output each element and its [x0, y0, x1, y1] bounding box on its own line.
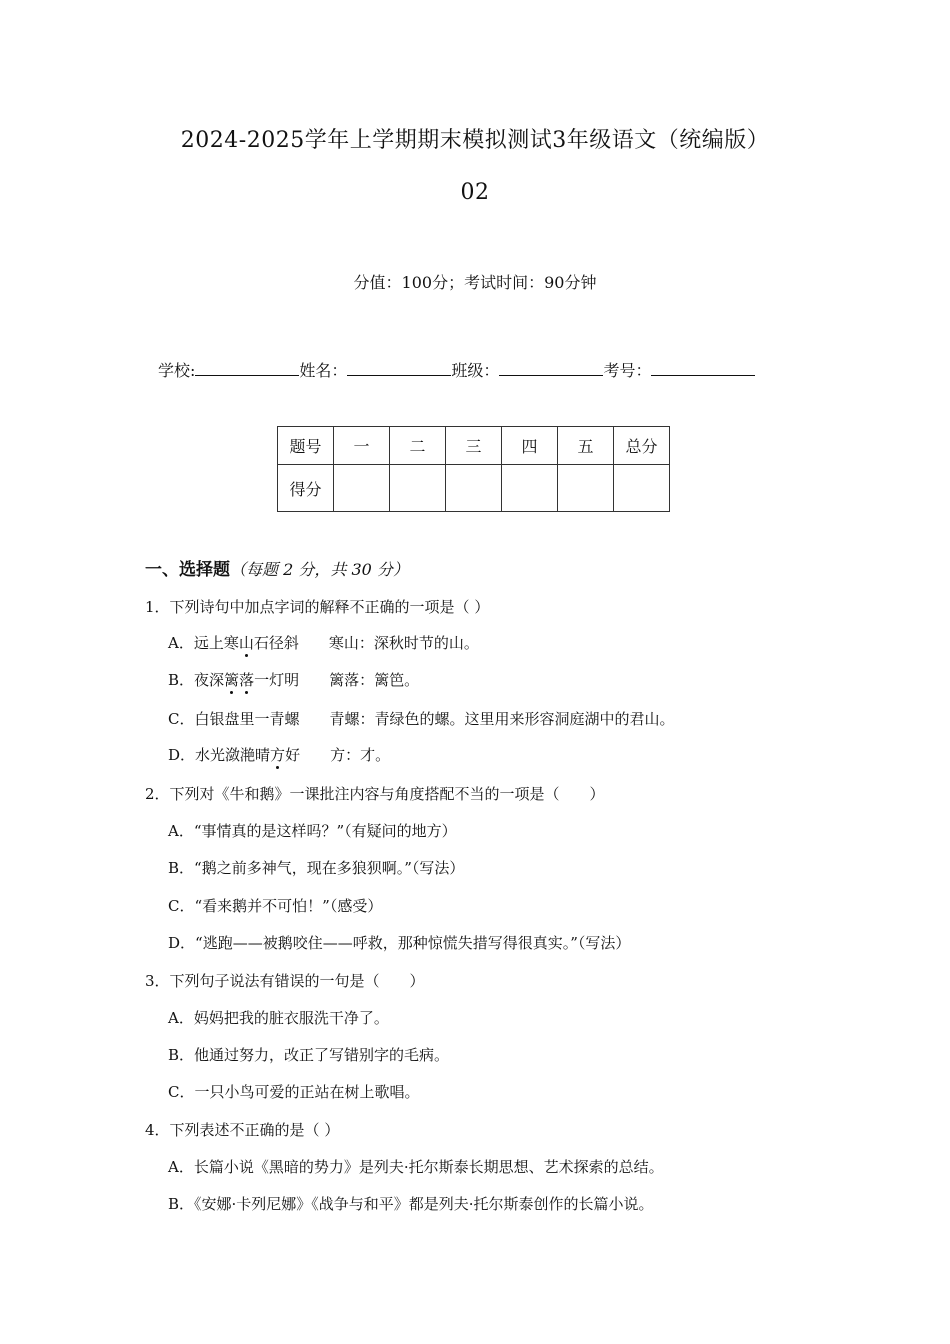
score-cell-header: 四 — [502, 427, 558, 465]
name-label: 姓名： — [299, 361, 348, 380]
student-info-fields — [158, 360, 858, 382]
exam-no-blank[interactable] — [651, 361, 755, 376]
option-explanation: 青螺：青绿色的螺。这里用来形容洞庭湖中的君山。 — [329, 710, 675, 728]
score-cell-header: 一 — [334, 427, 390, 465]
option-c[interactable]: C．一只小鸟可爱的正站在树上歌唱。 — [168, 1083, 420, 1101]
score-cell-header: 三 — [446, 427, 502, 465]
score-cell-empty[interactable] — [614, 465, 670, 512]
score-table-header-row — [278, 427, 670, 465]
section-heading — [145, 558, 409, 582]
option-b[interactable] — [168, 669, 419, 691]
option-c[interactable]: C．“看来鹅并不可怕！”（感受） — [168, 897, 383, 915]
option-a[interactable]: A．妈妈把我的脏衣服洗干净了。 — [168, 1009, 389, 1027]
dotted-character: 方 — [270, 746, 286, 764]
name-blank[interactable] — [347, 361, 451, 376]
option-label: D． — [168, 746, 196, 764]
option-explanation: 篱落：篱笆。 — [329, 671, 420, 689]
exam-title: 2024-2025学年上学期期末模拟测试3年级语文（统编版） — [180, 128, 770, 153]
score-table-score-row — [278, 465, 670, 512]
option-text: 夜深 — [194, 671, 225, 689]
option-label: B． — [168, 671, 195, 689]
question-stem: 1．下列诗句中加点字词的解释不正确的一项是（ ） — [145, 598, 490, 616]
option-a[interactable]: A．“事情真的是这样吗？”（有疑问的地方） — [168, 822, 457, 840]
score-cell-empty[interactable] — [390, 465, 446, 512]
score-cell-empty[interactable] — [558, 465, 614, 512]
score-cell-empty[interactable] — [334, 465, 390, 512]
score-cell-header: 五 — [558, 427, 614, 465]
option-b[interactable]: B．《安娜·卡列尼娜》《战争与和平》都是列夫·托尔斯泰创作的长篇小说。 — [168, 1195, 654, 1213]
option-text: 水光潋滟晴 — [195, 746, 271, 764]
option-text: 远上寒 — [193, 634, 239, 652]
score-table — [277, 426, 670, 512]
score-cell-empty[interactable] — [502, 465, 558, 512]
section-note: （每题 2 分，共 30 分） — [230, 560, 409, 579]
class-blank[interactable] — [499, 361, 603, 376]
option-explanation: 方：才。 — [330, 746, 391, 764]
option-b[interactable]: B．“鹅之前多神气，现在多狼狈啊。”（写法） — [168, 859, 465, 877]
score-cell-label: 得分 — [278, 465, 334, 512]
question-stem: 3．下列句子说法有错误的一句是（ ） — [145, 972, 425, 990]
option-b[interactable]: B．他通过努力，改正了写错别字的毛病。 — [168, 1046, 450, 1064]
option-explanation: 寒山：深秋时节的山。 — [328, 634, 479, 652]
school-blank[interactable] — [195, 361, 299, 376]
option-a[interactable] — [168, 632, 479, 654]
exam-no-label: 考号： — [603, 361, 652, 380]
option-text: 一灯明 — [254, 671, 300, 689]
exam-meta: 分值：100分；考试时间：90分钟 — [353, 273, 597, 292]
school-label: 学校: — [158, 361, 196, 380]
class-label: 班级： — [451, 361, 500, 380]
option-d[interactable] — [168, 744, 390, 766]
dotted-character: 山 — [238, 634, 254, 652]
question-stem: 4．下列表述不正确的是（ ） — [145, 1121, 340, 1139]
score-cell-label: 题号 — [278, 427, 334, 465]
option-text: 白银盘里一青螺 — [194, 710, 300, 728]
score-cell-header: 二 — [390, 427, 446, 465]
exam-title-line2: 02 — [460, 180, 490, 205]
dotted-character: 落 — [239, 671, 255, 689]
option-text: 好 — [285, 746, 301, 764]
section-title: 一、选择题 — [145, 560, 230, 580]
option-label: C． — [168, 710, 195, 728]
option-c[interactable] — [168, 708, 675, 730]
dotted-character: 篱 — [224, 671, 240, 689]
question-stem: 2．下列对《牛和鹅》一课批注内容与角度搭配不当的一项是（ ） — [145, 785, 605, 803]
option-text: 石径斜 — [253, 634, 299, 652]
option-label: A． — [168, 634, 194, 652]
score-cell-header: 总分 — [614, 427, 670, 465]
option-a[interactable]: A．长篇小说《黑暗的势力》是列夫·托尔斯泰长期思想、艺术探索的总结。 — [168, 1158, 664, 1176]
score-cell-empty[interactable] — [446, 465, 502, 512]
option-d[interactable]: D．“逃跑——被鹅咬住——呼救，那种惊慌失措写得很真实。”（写法） — [168, 934, 631, 952]
